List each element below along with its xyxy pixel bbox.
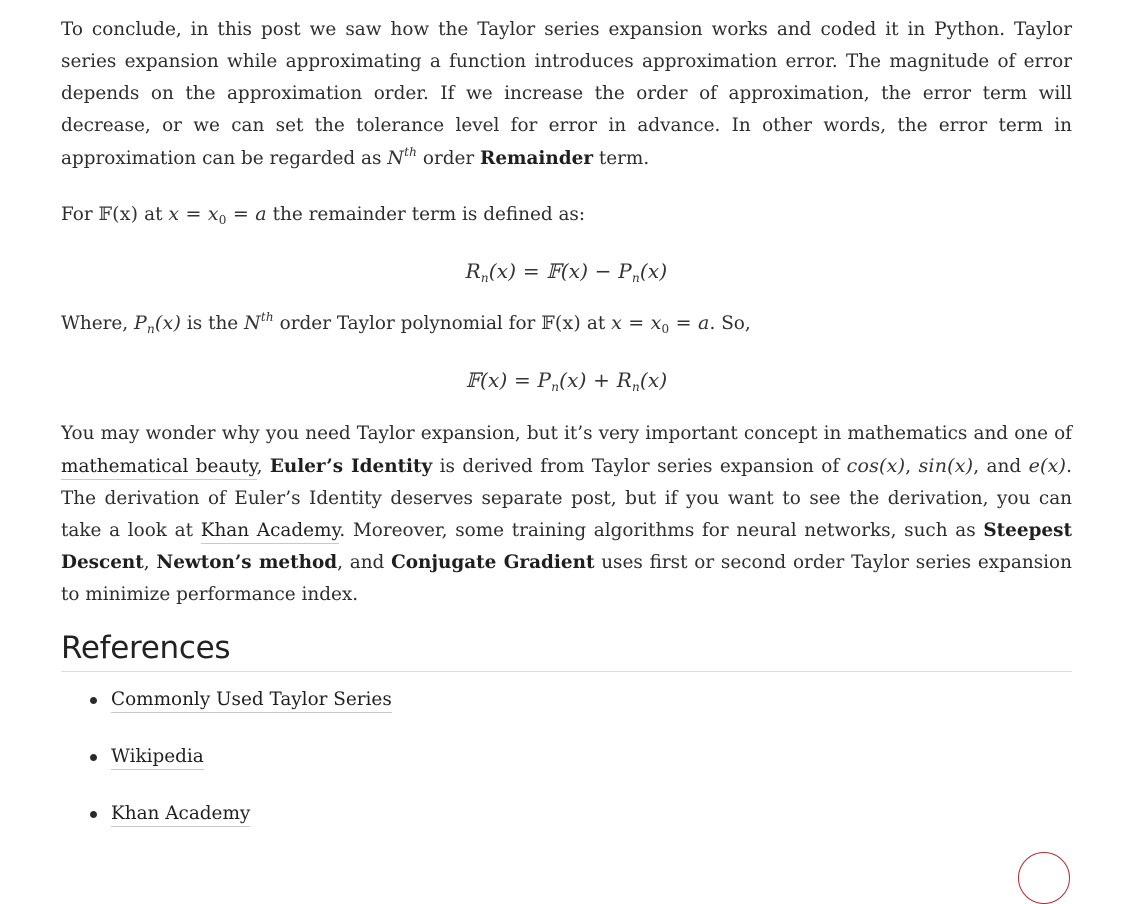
bullet-icon xyxy=(90,754,97,761)
math-inline: $x = x_0 = a$ xyxy=(168,203,267,227)
article-body xyxy=(61,14,1072,627)
list-item xyxy=(61,798,392,855)
math-inline: $N^{th}$ xyxy=(387,145,418,169)
scroll-top-icon[interactable] xyxy=(1018,852,1070,904)
references-heading: References xyxy=(61,627,1072,672)
math-inline: 𝔽(x) xyxy=(541,312,582,334)
reference-link-wikipedia[interactable]: Wikipedia xyxy=(111,746,204,770)
taylor-decomposition-equation: 𝔽(x) = $P_n(x) + R_n(x)$ xyxy=(465,368,668,394)
reference-link-taylor-series[interactable]: Commonly Used Taylor Series xyxy=(111,689,392,713)
list-item xyxy=(61,741,392,798)
math-inline: sin(x) xyxy=(918,455,974,477)
math-inline: 𝔽(x) xyxy=(98,203,139,225)
text: To conclude, in this post we saw how the Taylor series expansion works and coded it in Python. Taylor series expansion while approximating a function introduces approximation error. The magnitude of error depends on the approximation order. If we increase the order of approximation, the error term will decrease, or we can set the tolerance level for error in advance. In other words, the error term in approximation can be regarded as xyxy=(61,19,1072,169)
polynomial-paragraph: Where, $P_n(x)$ is the $N^{th}$ order Taylor polynomial for 𝔽(x) at $x = x_0 = a$. So, xyxy=(61,310,751,336)
bold-term: Remainder xyxy=(480,148,594,169)
remainder-equation: $R_n(x)$ = 𝔽(x) − $P_n(x)$ xyxy=(465,259,668,285)
reference-link-khan-academy[interactable]: Khan Academy xyxy=(111,803,250,827)
list-item xyxy=(61,684,392,741)
references-list xyxy=(61,684,392,855)
khan-academy-link[interactable]: Khan Academy xyxy=(201,520,340,544)
conclusion-paragraph xyxy=(61,14,1072,175)
math-inline: $N^{th}$ xyxy=(244,310,274,334)
mathematical-beauty-link[interactable]: mathematical beauty xyxy=(61,456,257,480)
math-inline: cos(x) xyxy=(846,455,906,477)
bold-term: Conjugate Gradient xyxy=(391,552,595,573)
remainder-definition-paragraph: For 𝔽(x) at $x = x_0 = a$ the remainder term is defined as: xyxy=(61,203,586,227)
text: order xyxy=(417,148,481,169)
bullet-icon xyxy=(90,697,97,704)
math-inline: e(x) xyxy=(1028,455,1067,477)
bold-term: Euler’s Identity xyxy=(269,456,433,477)
text: term. xyxy=(593,148,650,169)
bullet-icon xyxy=(90,811,97,818)
bold-term: Steepest Descent xyxy=(61,520,1072,573)
motivation-paragraph: You may wonder why you need Taylor expansion, but it’s very important concept in mathematics and one of mathematical beauty, Euler’s Identity is derived from Taylor series expansion of cos(x), sin(x), and e(x). The derivation of Euler’s Identity deserves separate post, but if you want to see the derivation, you can take a look at Khan Academy. Moreover, some training algorithms for neural networks, such as Steepest Descent, Newton’s method, and Conjugate Gradient uses first or second order Taylor series expansion to minimize performance index. xyxy=(61,423,1073,605)
bold-term: Newton’s method xyxy=(156,552,338,573)
math-inline: $x = x_0 = a$ xyxy=(611,312,710,336)
math-inline: $P_n(x)$ xyxy=(134,312,182,336)
